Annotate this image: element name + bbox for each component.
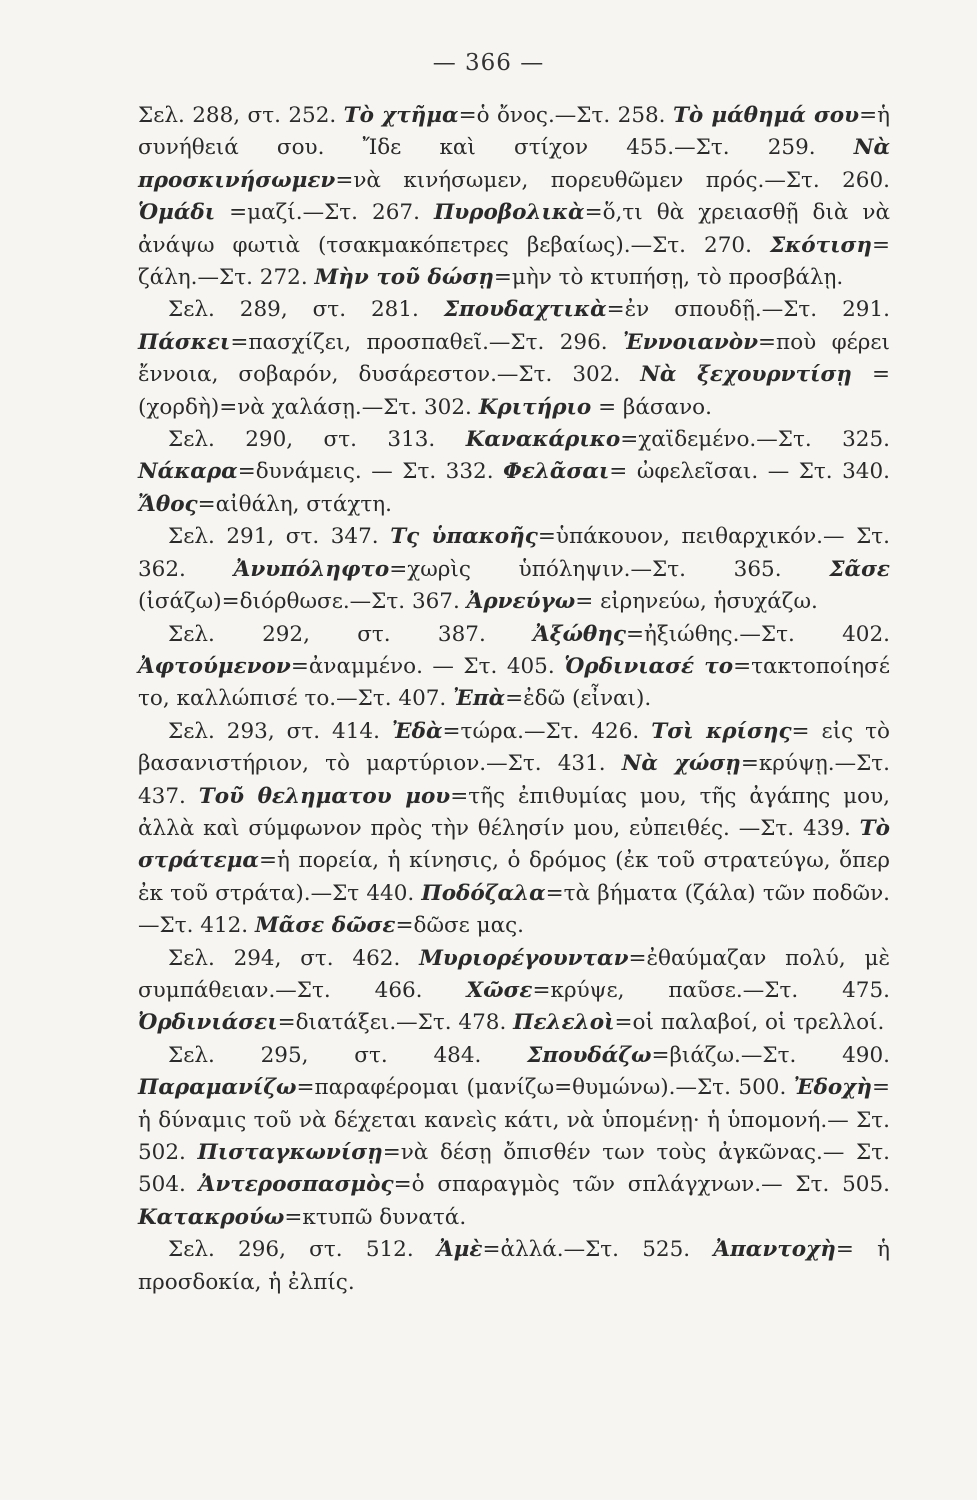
- headword: Τὸ στράτεμα: [138, 815, 890, 874]
- definition-text: = ἡ προσδοκία, ἡ ἐλπίς.: [138, 1237, 890, 1295]
- headword: Πισταγκωνίσῃ: [197, 1140, 383, 1165]
- definition-text: =(χορδὴ)=νὰ χαλάσῃ.—Στ. 302.: [138, 362, 890, 420]
- headword: Ἄθος: [138, 491, 198, 517]
- definition-text: =οἱ παλαβοί, οἱ τρελλοί.: [614, 1010, 885, 1036]
- headword: Μυριορέγουνταν: [419, 945, 629, 971]
- headword: Ἀρνεύγω: [466, 589, 576, 615]
- headword: Τσὶ κρίσης: [651, 718, 792, 744]
- glossary-paragraph: [138, 619, 890, 716]
- glossary-paragraph: [138, 1234, 890, 1299]
- definition-text: =κτυπῶ δυνατά.: [284, 1204, 467, 1230]
- headword: Ἀνυπόληφτο: [233, 556, 390, 582]
- definition-text: =ὁ σπαραγμὸς τῶν σπλάγχνων.— Στ. 505.: [393, 1172, 890, 1198]
- definition-text: = ζάλη.—Στ. 272.: [138, 232, 890, 291]
- definition-text: = εἰρηνεύω, ἡσυχάζω.: [575, 589, 818, 615]
- headword: Τοῦ θεληματου μου: [198, 783, 451, 809]
- definition-text: =ἀναμμένο. — Στ. 405.: [290, 653, 565, 679]
- definition-text: =νὰ δέσῃ ὄπισθέν των τοὺς ἀγκῶνας.— Στ. 504.: [138, 1140, 890, 1198]
- definition-text: =χαϊδεμένο.—Στ. 325.: [620, 427, 890, 453]
- headword: Πελελοὶ: [513, 1010, 615, 1036]
- definition-text: =αἰθάλη, στάχτη.: [197, 491, 392, 517]
- definition-text: =ἐν σπουδῇ.—Στ. 291.: [606, 297, 890, 323]
- definition-text: =τώρα.—Στ. 426.: [442, 718, 652, 744]
- definition-text: =μὴν τὸ κτυπήσῃ, τὸ προσβάλῃ.: [493, 265, 844, 291]
- glossary-text: [138, 100, 890, 1299]
- headword: Ἐδοχὴ: [793, 1075, 872, 1101]
- headword: Ποδόζαλα: [421, 880, 546, 906]
- definition-text: =ἐδῶ (εἶναι).: [505, 686, 652, 712]
- definition-text: =ποὺ φέρει ἔννοια, σοβαρόν, δυσάρεστον.—Στ. 302.: [138, 329, 890, 388]
- definition-text: Σελ. 289, στ. 281.: [168, 297, 444, 323]
- definition-text: (ἰσάζω)=διόρθωσε.—Στ. 367.: [138, 589, 467, 615]
- headword: Σκότιση: [769, 232, 872, 258]
- definition-text: =τακτοποίησέ το, καλλώπισέ το.—Στ. 407.: [138, 653, 890, 712]
- headword: Ἐδὰ: [391, 718, 443, 744]
- glossary-paragraph: [138, 100, 890, 294]
- headword: Φελᾶσαι: [503, 459, 610, 485]
- headword: Τς ὑπακοῆς: [390, 524, 538, 550]
- headword: Κατακρούω: [138, 1204, 285, 1230]
- headword: Ἐπὰ: [453, 686, 506, 712]
- headword: Τὸ μάθημά σου: [672, 103, 860, 128]
- headword: Τὸ χτῆμα: [343, 103, 459, 128]
- definition-text: =χωρὶς ὑπόληψιν.—Στ. 365.: [389, 556, 830, 582]
- headword: Μὴν τοῦ δώσῃ: [314, 265, 494, 291]
- headword: Νάκαρα: [138, 459, 238, 485]
- headword: Ἀμὲ: [436, 1237, 483, 1263]
- headword: Σᾶσε: [829, 556, 890, 582]
- headword: Πυροβολικὰ: [433, 200, 585, 226]
- headword: Νὰ χώσῃ: [621, 751, 741, 777]
- headword: Χῶσε: [466, 977, 533, 1003]
- glossary-paragraph: [138, 294, 890, 424]
- headword: Ἐννοιανὸν: [623, 329, 759, 355]
- headword: Κανακάρικο: [465, 427, 621, 453]
- definition-text: = ἡ δύναμις τοῦ νὰ δέχεται κανεὶς κάτι, νὰ ὑπομένῃ· ἡ ὑπομονή.— Στ. 502.: [138, 1075, 890, 1165]
- headword: Ἀπαντοχὴ: [713, 1237, 836, 1263]
- page-number: — 366 —: [432, 50, 545, 76]
- definition-text: =ἠξιώθης.—Στ. 402.: [626, 621, 890, 647]
- definition-text: Σελ. 288, στ. 252.: [138, 103, 344, 128]
- headword: Ὀρδινιάσει: [138, 1010, 278, 1036]
- definition-text: = βάσανο.: [591, 394, 712, 420]
- headword: Σπουδαχτικὰ: [443, 297, 607, 323]
- definition-text: Σελ. 290, στ. 313.: [168, 427, 466, 453]
- headword: Ὁρδινιασέ το: [564, 653, 734, 679]
- definition-text: = ὠφελεῖσαι. — Στ. 340.: [609, 459, 890, 485]
- headword: Σπουδάζω: [527, 1042, 652, 1068]
- headword: Ἀφτούμενον: [138, 653, 291, 679]
- headword: Παραμανίζω: [138, 1075, 297, 1101]
- definition-text: Σελ. 296, στ. 512.: [168, 1237, 437, 1263]
- headword: Κριτήριο: [478, 394, 592, 420]
- definition-text: Σελ. 291, στ. 347.: [168, 524, 391, 550]
- definition-text: =διατάξει.—Στ. 478.: [277, 1010, 514, 1036]
- headword: Ὁμάδι: [138, 200, 216, 226]
- glossary-paragraph: [138, 424, 890, 521]
- headword: Πάσκει: [138, 329, 231, 355]
- definition-text: =βιάζω.—Στ. 490.: [651, 1042, 890, 1068]
- definition-text: =δῶσε μας.: [395, 913, 524, 939]
- definition-text: =ἡ συνήθειά σου. Ἴδε καὶ στίχον 455.—Στ. 259.: [138, 103, 890, 161]
- headword: Νὰ προσκινήσωμεν: [138, 135, 890, 193]
- definition-text: =τῆς ἐπιθυμίας μου, τῆς ἀγάπης μου, ἀλλὰ καὶ σύμφωνον πρὸς τὴν θέλησίν μου, εὐπειθές. —Στ. 439.: [138, 783, 890, 841]
- definition-text: =ὅ,τι θὰ χρειασθῇ διὰ νὰ ἀνάψω φωτιὰ (τσακμακόπετρες βεβαίως).—Στ. 270.: [138, 200, 891, 258]
- headword: Μᾶσε δῶσε: [254, 913, 396, 939]
- glossary-paragraph: [138, 1040, 890, 1234]
- headword: Νὰ ξεχουρντίσῃ: [640, 362, 852, 388]
- definition-text: Σελ. 293, στ. 414.: [168, 718, 392, 744]
- definition-text: =ἀλλά.—Στ. 525.: [482, 1237, 714, 1263]
- definition-text: =τὰ βήματα (ζάλα) τῶν ποδῶν.—Στ. 412.: [138, 880, 890, 939]
- definition-text: Σελ. 295, στ. 484.: [168, 1042, 528, 1068]
- definition-text: =νὰ κινήσωμεν, πορευθῶμεν πρός.—Στ. 260.: [335, 167, 890, 193]
- headword: Ἀξώθης: [533, 621, 626, 647]
- definition-text: Σελ. 292, στ. 387.: [168, 621, 534, 647]
- definition-text: =κρύψε, παῦσε.—Στ. 475.: [532, 977, 890, 1003]
- glossary-paragraph: [138, 943, 890, 1040]
- definition-text: = εἰς τὸ βασανιστήριον, τὸ μαρτύριον.—Στ. 431.: [138, 718, 890, 777]
- definition-text: =ὑπάκουον, πειθαρχικόν.— Στ. 362.: [138, 524, 890, 582]
- definition-text: =κρύψῃ.—Στ. 437.: [138, 751, 890, 809]
- definition-text: Σελ. 294, στ. 462.: [168, 945, 420, 971]
- definition-text: =μαζί.—Στ. 267.: [215, 200, 434, 226]
- definition-text: =ἡ πορεία, ἡ κίνησις, ὁ δρόμος (ἐκ τοῦ στρατεύγω, ὅπερ ἐκ τοῦ στράτα).—Στ 440.: [138, 848, 890, 906]
- definition-text: =παραφέρομαι (μανίζω=θυμώνω).—Στ. 500.: [296, 1075, 794, 1101]
- glossary-paragraph: [138, 521, 890, 618]
- headword: Ἀντεροσπασμὸς: [198, 1172, 394, 1198]
- definition-text: =δυνάμεις. — Στ. 332.: [237, 459, 504, 485]
- definition-text: =ὁ ὄνος.—Στ. 258.: [458, 103, 673, 128]
- definition-text: =ἐθαύμαζαν πολύ, μὲ συμπάθειαν.—Στ. 466.: [138, 945, 890, 1003]
- definition-text: =πασχίζει, προσπαθεῖ.—Στ. 296.: [230, 329, 624, 355]
- glossary-paragraph: [138, 716, 890, 943]
